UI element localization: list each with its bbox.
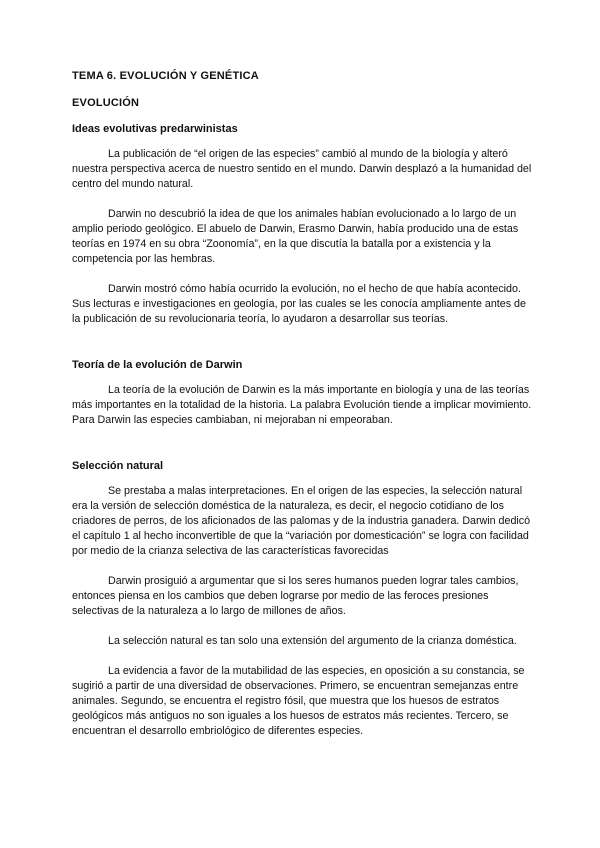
- paragraph: La teoría de la evolución de Darwin es la más importante en biología y una de las teorías más importantes en la totalidad de la historia. La palabra Evolución tiende a implicar movimiento. Para Darwin las especies cambiaban, ni mejoraban ni empeoraban.: [72, 384, 532, 426]
- document-body: [72, 70, 532, 754]
- paragraph: Darwin mostró cómo había ocurrido la evolución, no el hecho de que había acontecido. Sus lecturas e investigaciones en geología, por las cuales se les conocía ampliamente antes de la publicación de su revolucionaria teoría, lo ayudaron a desarrollar sus teorías.: [72, 283, 526, 325]
- subsection-heading-seleccion-natural: Selección natural: [72, 460, 164, 472]
- paragraph: La publicación de “el origen de las especies” cambió al mundo de la biología y alteró nuestra perspectiva acerca de nuestro sentido en el mundo. Darwin desplazó a la humanidad del centro del mundo natural.: [72, 148, 532, 190]
- section-heading-evolucion: EVOLUCIÓN: [72, 97, 140, 109]
- paragraph: Darwin no descubrió la idea de que los animales habían evolucionado a lo largo de un amplio periodo geológico. El abuelo de Darwin, Erasmo Darwin, había producido una de estas teorías en 1974 en su obra “Zoonomía”, en la que discutía la batalla por a existencia y la competencia por las hembras.: [72, 208, 519, 265]
- paragraph: La evidencia a favor de la mutabilidad de las especies, en oposición a su constancia, se sugirió a partir de una diversidad de observaciones. Primero, se encuentran semejanzas entre animales. Segundo, se encuentra el registro fósil, que muestra que los huesos de estratos geológicos más antiguos no son iguales a los huesos de estratos más recientes. Tercero, se encuentran el desarrollo embriológico de diferentes especies.: [72, 665, 525, 737]
- paragraph: La selección natural es tan solo una extensión del argumento de la crianza doméstica.: [108, 635, 517, 647]
- subsection-heading-predarwinistas: Ideas evolutivas predarwinistas: [72, 123, 238, 135]
- paragraph: Darwin prosiguió a argumentar que si los seres humanos pueden lograr tales cambios, entonces piensa en los cambios que deben lograrse por medio de las feroces presiones selectivas de la naturaleza a lo largo de millones de años.: [72, 575, 519, 617]
- document-title: TEMA 6. EVOLUCIÓN Y GENÉTICA: [72, 70, 259, 82]
- paragraph: Se prestaba a malas interpretaciones. En el origen de las especies, la selección natural era la versión de selección doméstica de la naturaleza, es decir, el negocio cotidiano de los criadores de perros, de los aficionados de las palomas y de la industria ganadera. Darwin dedicó el capítulo 1 al hecho inconvertible de que la “variación por domesticación” se logra con facilidad por medio de la crianza selectiva de las características favorecidas: [72, 485, 531, 557]
- subsection-heading-teoria-darwin: Teoría de la evolución de Darwin: [72, 359, 243, 371]
